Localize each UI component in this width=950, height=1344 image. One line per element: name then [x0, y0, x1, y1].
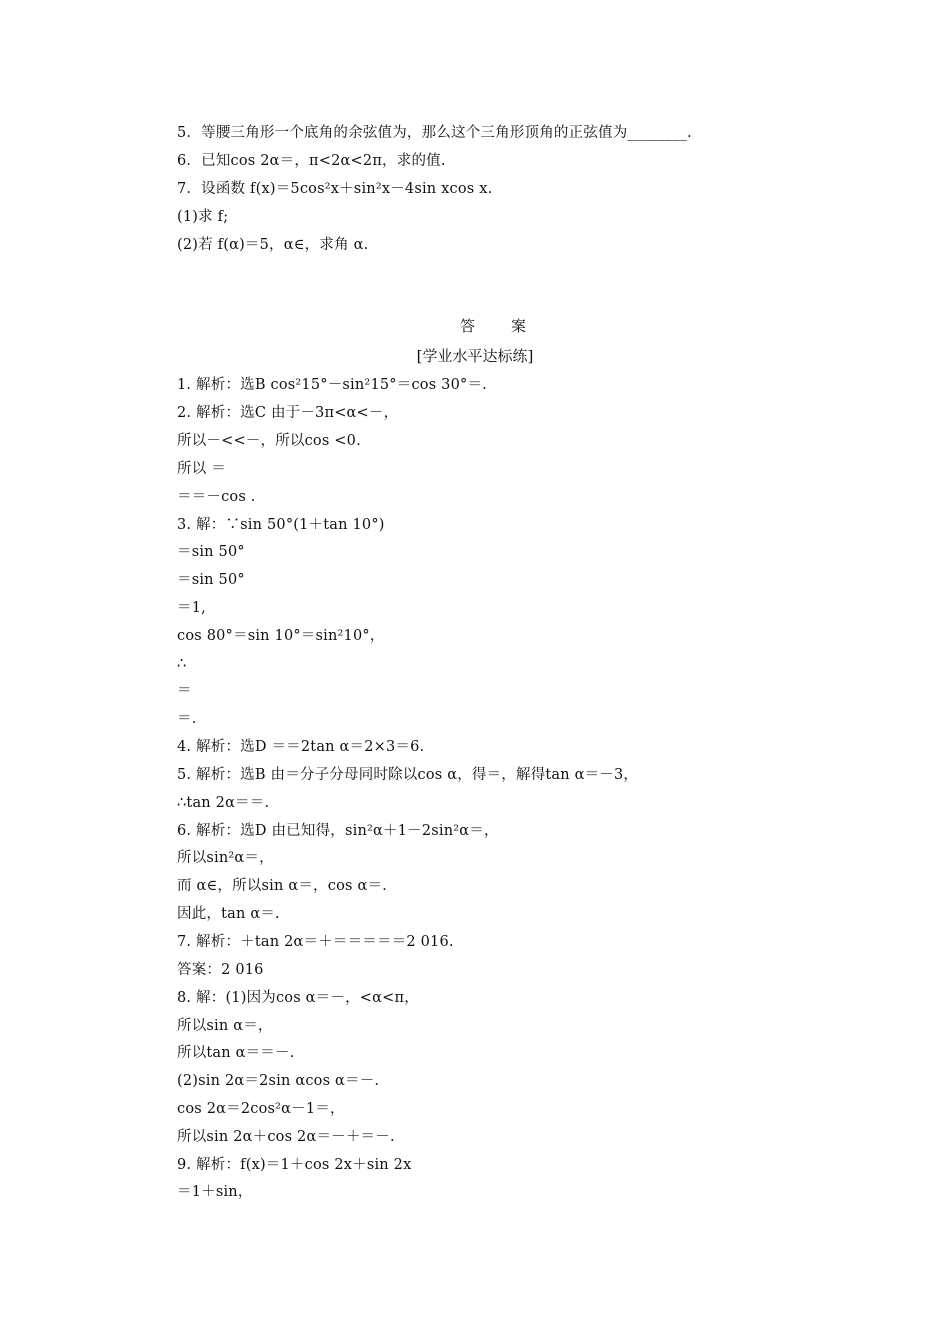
answer-line: ＝1, [177, 600, 206, 616]
answer-line: cos 80°＝sin 10°＝sin²10°， [177, 628, 385, 644]
problem-6: 6．已知cos 2α＝，π<2α<2π，求的值. [177, 153, 446, 169]
answer-line: 所以－<<－，所以cos <0. [177, 433, 361, 449]
answer-line: 答案：2 016 [177, 962, 264, 978]
section-title: [学业水平达标练] [416, 347, 534, 365]
problem-7-part-1: (1)求 f; [177, 209, 229, 225]
answer-line: 3. 解：∵sin 50°(1＋tan 10°) [177, 517, 385, 533]
answer-line: 4. 解析：选D ＝＝2tan α＝2×3＝6. [177, 739, 425, 755]
answer-line: 所以 ＝ [177, 461, 226, 477]
answer-line: ∴ [177, 656, 187, 672]
answer-line: 1. 解析：选B cos²15°－sin²15°＝cos 30°＝. [177, 377, 487, 393]
answer-line: 而 α∈，所以sin α＝，cos α＝. [177, 878, 387, 894]
answer-line: 5. 解析：选B 由＝分子分母同时除以cos α，得＝，解得tan α＝－3， [177, 767, 639, 783]
answer-line: ∴tan 2α＝＝. [177, 795, 270, 811]
problem-7-part-2: (2)若 f(α)＝5，α∈，求角 α. [177, 237, 369, 253]
answer-line: ＝sin 50° [177, 544, 245, 560]
problem-5: 5．等腰三角形一个底角的余弦值为，那么这个三角形顶角的正弦值为________. [177, 125, 692, 141]
answer-line: cos 2α＝2cos²α－1＝， [177, 1101, 345, 1117]
answer-line: ＝ [177, 683, 192, 699]
problem-7: 7．设函数 f(x)＝5cos²x＋sin²x－4sin xcos x. [177, 181, 493, 197]
answer-line: 因此，tan α＝. [177, 906, 280, 922]
answer-line: 所以tan α＝＝－. [177, 1045, 295, 1061]
answers-title: 答案 [459, 317, 562, 335]
answer-line: ＝＝－cos . [177, 489, 256, 505]
answer-line: ＝. [177, 711, 197, 727]
answer-line: 6. 解析：选D 由已知得，sin²α＋1－2sin²α＝， [177, 823, 499, 839]
answer-line: ＝1＋sin， [177, 1184, 253, 1200]
answer-line: 所以sin α＝， [177, 1018, 273, 1034]
answer-line: 所以sin 2α＋cos 2α＝－＋＝－. [177, 1129, 395, 1145]
answer-line: 9. 解析：f(x)＝1＋cos 2x＋sin 2x [177, 1157, 412, 1173]
answer-line: 所以sin²α＝， [177, 850, 274, 866]
answer-line: 7. 解析：＋tan 2α＝＋＝＝＝＝＝2 016. [177, 934, 454, 950]
answer-line: 2. 解析：选C 由于－3π<α<－， [177, 405, 399, 421]
answer-line: (2)sin 2α＝2sin αcos α＝－. [177, 1073, 380, 1089]
answer-line: 8. 解：(1)因为cos α＝－，<α<π， [177, 990, 419, 1006]
answer-line: ＝sin 50° [177, 572, 245, 588]
